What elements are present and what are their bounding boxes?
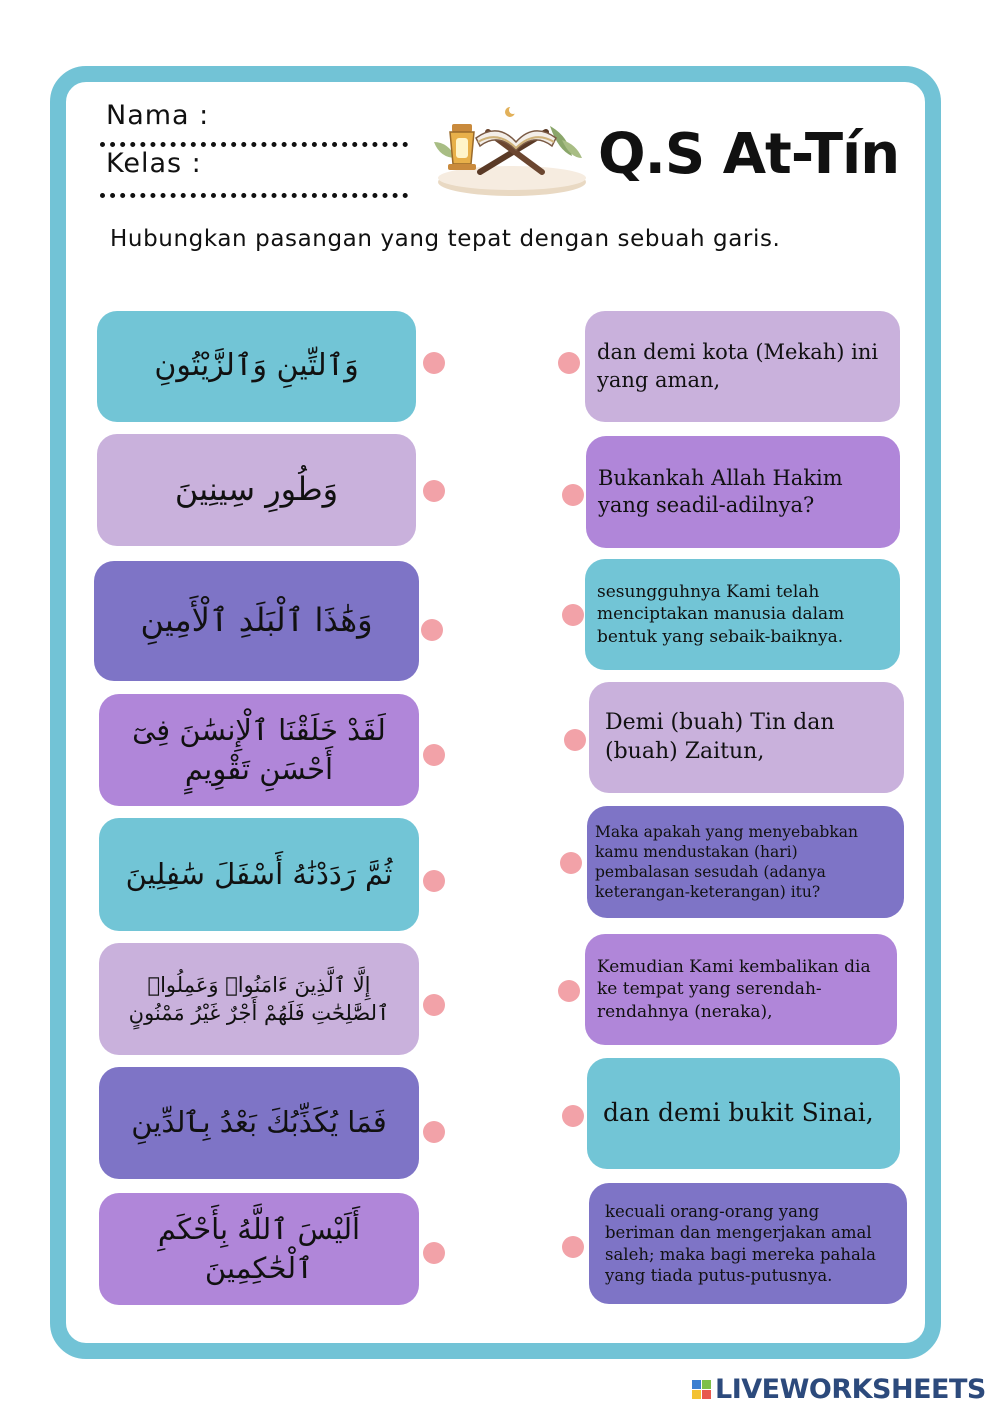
arabic-card-3[interactable] [94,561,419,681]
nama-dotted-line[interactable] [100,142,408,147]
translation-connector-dot-6[interactable] [558,980,580,1002]
arabic-verse-text: وَطُورِ سِينِينَ [174,470,339,509]
translation-card-6[interactable] [585,934,897,1045]
translation-card-5[interactable] [587,806,904,918]
translation-connector-dot-1[interactable] [558,352,580,374]
translation-card-2[interactable] [586,436,900,548]
arabic-card-7[interactable] [99,1067,419,1179]
arabic-verse-text: وَٱلتِّينِ وَٱلزَّيْتُونِ [154,348,359,384]
arabic-verse-text: أَلَيْسَ ٱللَّهُ بِأَحْكَمِ ٱلْحَٰكِمِينَ [157,1211,361,1285]
arabic-card-2[interactable] [97,434,416,546]
kelas-label: Kelas : [106,148,202,179]
translation-connector-dot-2[interactable] [562,484,584,506]
quran-on-stand-icon [430,102,590,202]
arabic-card-8[interactable] [99,1193,419,1305]
translation-connector-dot-8[interactable] [562,1236,584,1258]
translation-text: Kemudian Kami kembalikan dia ke tempat yang serendah-rendahnya (neraka), [597,957,871,1022]
translation-card-4[interactable] [589,682,904,793]
arabic-verse-text: ثُمَّ رَدَدْنَٰهُ أَسْفَلَ سَٰفِلِينَ [125,856,393,891]
arabic-connector-dot-7[interactable] [423,1121,445,1143]
arabic-connector-dot-1[interactable] [423,352,445,374]
translation-connector-dot-3[interactable] [562,604,584,626]
translation-card-7[interactable] [587,1058,900,1169]
translation-connector-dot-7[interactable] [562,1105,584,1127]
translation-card-3[interactable] [585,559,900,670]
liveworksheets-brand: LIVEWORKSHEETS [715,1374,986,1405]
translation-text: Demi (buah) Tin dan (buah) Zaitun, [605,709,835,764]
nama-label: Nama : [106,100,210,131]
translation-connector-dot-5[interactable] [560,852,582,874]
translation-card-8[interactable] [589,1183,907,1304]
arabic-card-6[interactable] [99,943,419,1055]
arabic-card-1[interactable] [97,311,416,422]
kelas-dotted-line[interactable] [100,193,408,198]
arabic-connector-dot-2[interactable] [423,480,445,502]
arabic-connector-dot-4[interactable] [423,744,445,766]
arabic-verse-text: وَهَٰذَا ٱلْبَلَدِ ٱلْأَمِينِ [140,601,373,640]
liveworksheets-footer [692,1374,986,1405]
arabic-verse-text: إِلَّا ٱلَّذِينَ ءَامَنُوا۟ وَعَمِلُوا۟ ٱلصَّٰلِحَٰتِ فَلَهُمْ أَجْرٌ غَيْرُ مَمْنُونٍ [128,972,390,1025]
translation-card-1[interactable] [585,311,900,422]
arabic-connector-dot-8[interactable] [423,1242,445,1264]
translation-text: sesungguhnya Kami telah menciptakan manusia dalam bentuk yang sebaik-baiknya. [597,582,845,647]
translation-text: kecuali orang-orang yang beriman dan mengerjakan amal saleh; maka bagi mereka pahala yang tiada putus-putusnya. [605,1201,876,1285]
arabic-card-5[interactable] [99,818,419,931]
arabic-verse-text: فَمَا يُكَذِّبُكَ بَعْدُ بِٱلدِّينِ [131,1105,387,1140]
arabic-card-4[interactable] [99,694,419,806]
translation-text: Bukankah Allah Hakim yang seadil-adilnya? [598,465,843,517]
liveworksheets-logo-icon [692,1380,711,1399]
translation-connector-dot-4[interactable] [564,729,586,751]
instruction-text: Hubungkan pasangan yang tepat dengan sebuah garis. [110,226,781,252]
arabic-connector-dot-6[interactable] [423,994,445,1016]
translation-text: dan demi kota (Mekah) ini yang aman, [597,340,879,392]
translation-text: Maka apakah yang menyebabkan kamu mendustakan (hari) pembalasan sesudah (adanya keterangan-keterangan) itu? [595,822,858,902]
arabic-connector-dot-3[interactable] [421,619,443,641]
arabic-connector-dot-5[interactable] [423,870,445,892]
arabic-verse-text: لَقَدْ خَلَقْنَا ٱلْإِنسَٰنَ فِىٓ أَحْسَنِ تَقْوِيمٍ [132,712,386,786]
page-title: Q.S At-Tín [598,122,900,187]
translation-text: dan demi bukit Sinai, [603,1098,874,1128]
